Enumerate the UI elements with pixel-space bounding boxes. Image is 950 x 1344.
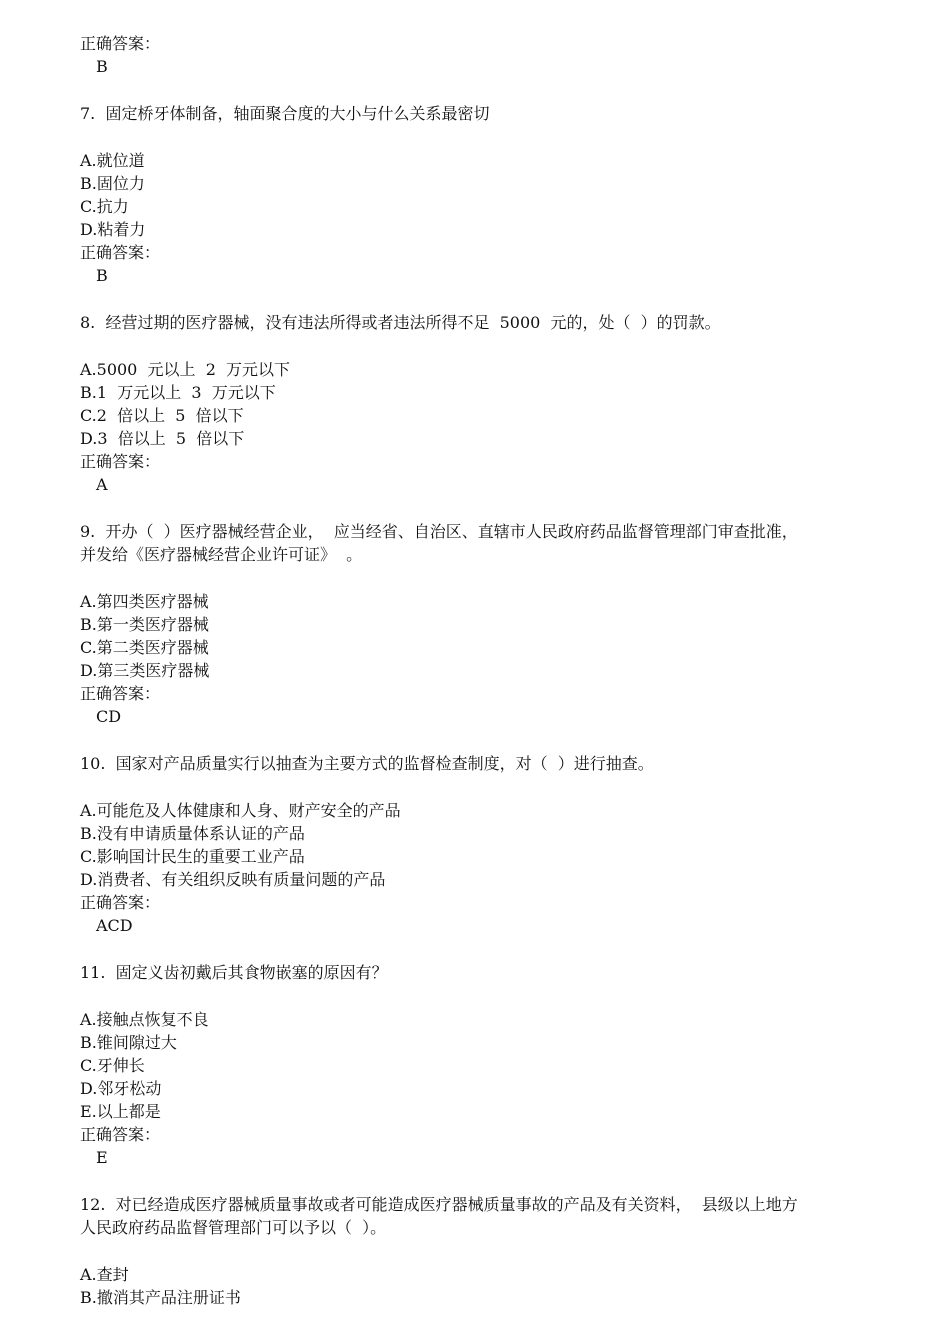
answer-label: 正确答案： [80,1125,161,1144]
answer-label: 正确答案： [80,684,161,703]
option-9d: D.第三类医疗器械 [80,661,210,680]
answer-value: A [96,475,108,494]
option-12b: B.撤消其产品注册证书 [80,1288,241,1307]
answer-value: ACD [96,916,133,935]
answer-label: 正确答案： [80,243,161,262]
answer-label: 正确答案： [80,34,161,53]
question-8: 8. 经营过期的医疗器械，没有违法所得或者违法所得不足 5000 元的，处（ ）的罚款。 [80,313,721,332]
option-8d: D.3 倍以上 5 倍以下 [80,429,245,448]
answer-value: E [96,1148,108,1167]
option-7d: D.粘着力 [80,220,146,239]
question-11: 11. 固定义齿初戴后其食物嵌塞的原因有？ [80,963,388,982]
option-8b: B.1 万元以上 3 万元以下 [80,383,276,402]
option-10c: C.影响国计民生的重要工业产品 [80,847,305,866]
question-9-continued: 并发给《医疗器械经营企业许可证》 。 [80,545,363,564]
question-10: 10. 国家对产品质量实行以抽查为主要方式的监督检查制度，对（ ）进行抽查。 [80,754,654,773]
option-9a: A.第四类医疗器械 [80,592,209,611]
option-11d: D.邻牙松动 [80,1079,162,1098]
question-12-continued: 人民政府药品监督管理部门可以予以（ ）。 [80,1218,387,1237]
option-9c: C.第二类医疗器械 [80,638,209,657]
option-9b: B.第一类医疗器械 [80,615,209,634]
option-7a: A.就位道 [80,151,145,170]
option-8c: C.2 倍以上 5 倍以下 [80,406,244,425]
option-8a: A.5000 元以上 2 万元以下 [80,360,291,379]
option-10a: A.可能危及人体健康和人身、财产安全的产品 [80,801,401,820]
answer-value: CD [96,707,122,726]
question-9: 9. 开办（ ）医疗器械经营企业， 应当经省、自治区、直辖市人民政府药品监督管理部门审查批准， [80,522,798,541]
answer-value: B [96,57,108,76]
answer-value: B [96,266,108,285]
question-7: 7. 固定桥牙体制备，轴面聚合度的大小与什么关系最密切 [80,104,490,123]
option-10b: B.没有申请质量体系认证的产品 [80,824,305,843]
option-11c: C.牙伸长 [80,1056,145,1075]
option-12a: A.查封 [80,1265,129,1284]
question-12: 12. 对已经造成医疗器械质量事故或者可能造成医疗器械质量事故的产品及有关资料， 县级以上地方 [80,1195,798,1214]
answer-label: 正确答案： [80,452,161,471]
option-11a: A.接触点恢复不良 [80,1010,209,1029]
option-10d: D.消费者、有关组织反映有质量问题的产品 [80,870,386,889]
option-11e: E.以上都是 [80,1102,161,1121]
answer-label: 正确答案： [80,893,161,912]
option-11b: B.锥间隙过大 [80,1033,177,1052]
option-7c: C.抗力 [80,197,129,216]
option-7b: B.固位力 [80,174,145,193]
